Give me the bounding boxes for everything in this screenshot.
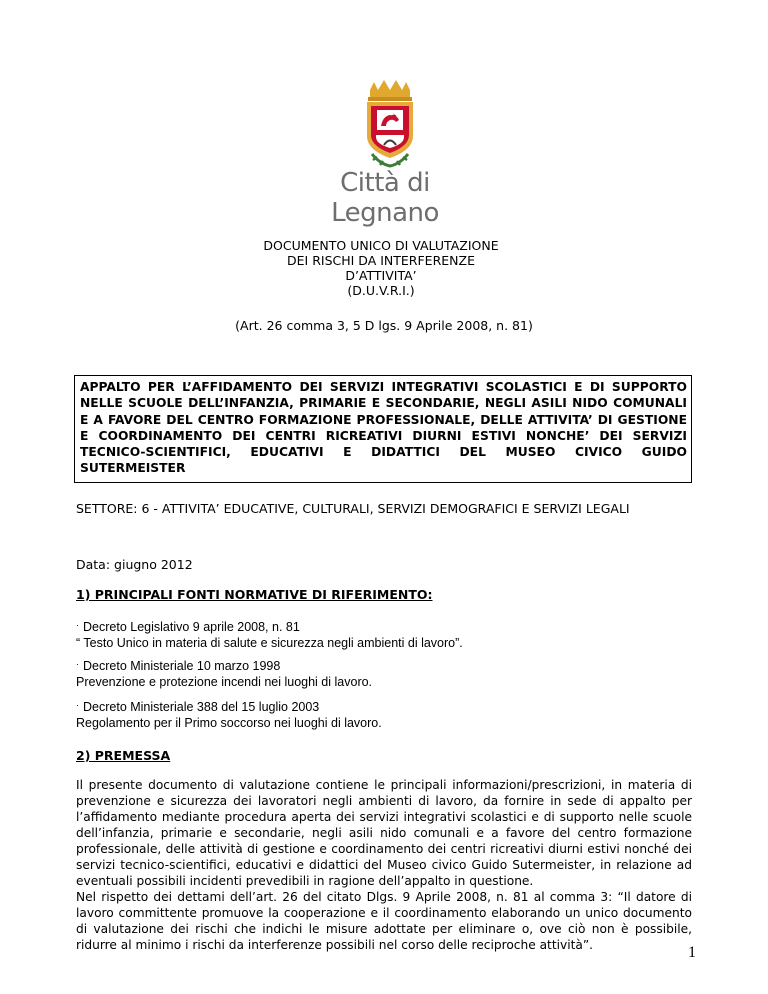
title-line: D’ATTIVITA’ xyxy=(345,268,417,283)
city-name: Città di Legnano xyxy=(331,168,439,228)
premessa-text xyxy=(76,777,692,953)
law-reference: (Art. 26 comma 3, 5 D lgs. 9 Aprile 2008, n. 81) xyxy=(235,318,533,333)
reference-description: Prevenzione e protezione incendi nei luoghi di lavoro. xyxy=(76,675,373,689)
section-heading-normative: 1) PRINCIPALI FONTI NORMATIVE DI RIFERIMENTO: xyxy=(76,587,433,602)
subject-box: APPALTO PER L’AFFIDAMENTO DEI SERVIZI INTEGRATIVI SCOLASTICI E DI SUPPORTO NELLE SCUOLE DELL’INFANZIA, PRIMARIE E SECONDARIE, NEGLI ASILI NIDO COMUNALI E A FAVORE DEL CENTRO FORMAZIONE PROFESSIONALE, DELLE ATTIVITA’ DI GESTIONE E COORDINAMENTO DEI CENTRI RICREATIVI DIURNI ESTIVI NONCHE’ DEI SERVIZI TECNICO-SCIENTIFICI, EDUCATIVI E DIDATTICI DEL MUSEO CIVICO GUIDO SUTERMEISTER xyxy=(74,375,692,483)
reference-item xyxy=(76,617,463,651)
reference-item xyxy=(76,656,372,690)
reference-description: “ Testo Unico in materia di salute e sicurezza negli ambienti di lavoro”. xyxy=(76,636,463,650)
coat-of-arms-icon xyxy=(350,80,430,170)
settore-line: SETTORE: 6 - ATTIVITA’ EDUCATIVE, CULTURALI, SERVIZI DEMOGRAFICI E SERVIZI LEGALI xyxy=(76,501,630,516)
reference-title: Decreto Ministeriale 388 del 15 luglio 2003 xyxy=(83,700,320,714)
reference-title: Decreto Legislativo 9 aprile 2008, n. 81 xyxy=(83,620,300,634)
section-heading-premessa: 2) PREMESSA xyxy=(76,748,171,763)
title-line: (D.U.V.R.I.) xyxy=(347,283,415,298)
bullet: · xyxy=(76,700,79,710)
page-number: 1 xyxy=(688,944,696,961)
reference-description: Regolamento per il Primo soccorso nei luoghi di lavoro. xyxy=(76,716,382,730)
document-date: Data: giugno 2012 xyxy=(76,557,193,572)
title-line: DEI RISCHI DA INTERFERENZE xyxy=(287,253,475,268)
reference-title: Decreto Ministeriale 10 marzo 1998 xyxy=(83,659,281,673)
city-logo xyxy=(330,80,450,170)
bullet: · xyxy=(76,659,79,669)
paragraph: Il presente documento di valutazione contiene le principali informazioni/prescrizioni, in materia di prevenzione e sicurezza dei lavoratori negli ambienti di lavoro, da fornire in sede di appalto per l’affidamento mediante procedura aperta dei servizi integrativi scolastici e di supporto nelle scuole dell’infanzia, primarie e secondarie, negli asili nido comunali e a favore del centro formazione professionale, delle attività di gestione e coordinamento dei centri ricreativi diurni estivi nonché dei servizi tecnico-scientifici, educativi e didattici del Museo civico Guido Sutermeister, in relazione ad eventuali possibili incidenti prevedibili in ragione dell’appalto in questione. xyxy=(76,778,692,888)
bullet: · xyxy=(76,620,79,630)
reference-item xyxy=(76,697,382,731)
document-title xyxy=(0,238,768,298)
paragraph: Nel rispetto dei dettami dell’art. 26 del citato Dlgs. 9 Aprile 2008, n. 81 al comma 3: “Il datore di lavoro committente promuove la cooperazione e il coordinamento elaborando un unico documento di valutazione dei rischi che indichi le misure adottate per eliminare o, ove ciò non è possibile, ridurre al minimo i rischi da interferenze possibili nel corso delle reciproche attività”. xyxy=(76,890,692,952)
title-line: DOCUMENTO UNICO DI VALUTAZIONE xyxy=(263,238,499,253)
